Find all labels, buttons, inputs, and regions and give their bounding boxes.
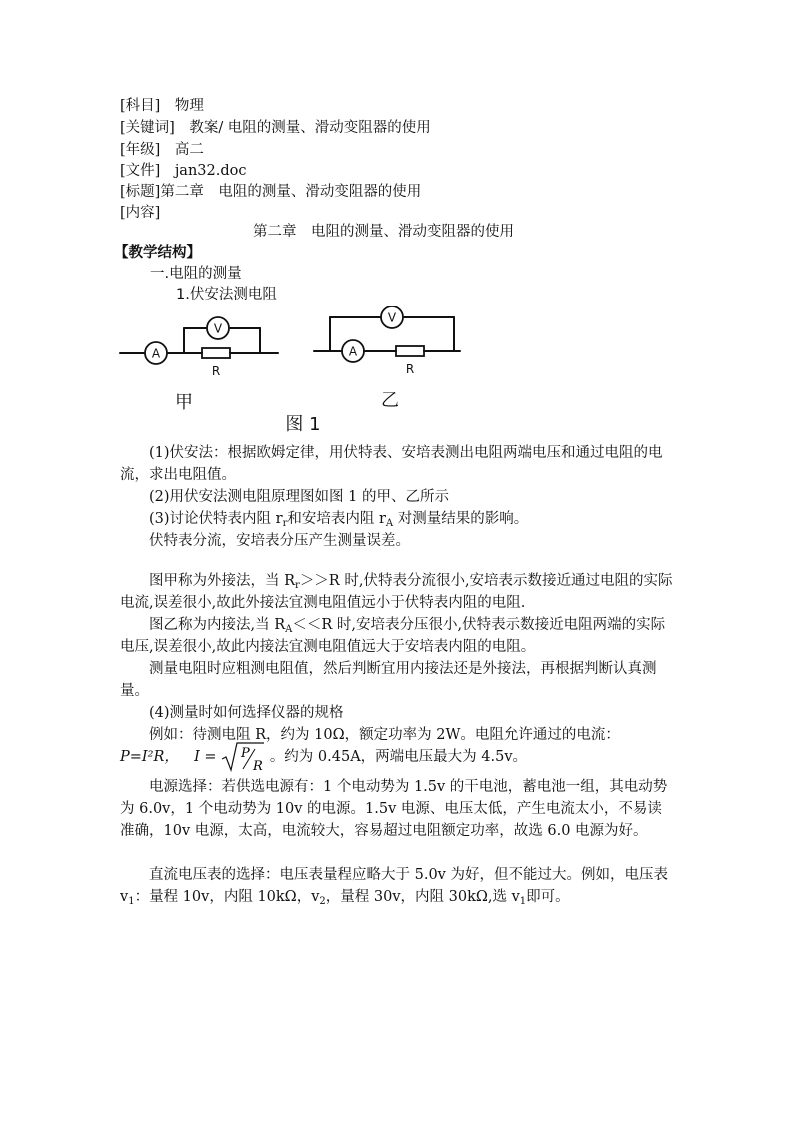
figure-label-yi: 乙	[381, 390, 399, 411]
formula-p: P	[241, 746, 250, 761]
paragraph-8: (4)测量时如何选择仪器的规格	[149, 705, 344, 721]
meta-grade: [年级] 高二	[120, 142, 204, 158]
heading-voltammeter-method: 1.伏安法测电阻	[176, 287, 277, 303]
paragraph-9: 例如：待测电阻 R，约为 10Ω，额定功率为 2W。电阻允许通过的电流：	[149, 727, 620, 743]
paragraph-6: 图乙称为内接法,当 $R_A<<R$ 时,安培表分压很小,伏特表示数接近电阻两端的实际电压,误差很小,故此内接法宜测电阻值远大于安培表内阻的电阻。	[120, 617, 666, 655]
voltmeter-label-right: V	[387, 310, 397, 325]
paragraph-3: (3)讨论伏特表内阻 $r_r$和安培表内阻 $r_A$ 对测量结果的影响。	[149, 511, 529, 529]
circuit-figure	[118, 306, 478, 438]
figure-caption: 图 1	[285, 414, 321, 435]
paragraph-7: 测量电阻时应粗测电阻值，然后判断宜用内接法还是外接法，再根据判断认真测量。	[120, 661, 657, 699]
voltmeter-label-left: V	[213, 321, 223, 336]
paragraph-2: (2)用伏安法测电阻原理图如图 1 的甲、乙所示	[149, 489, 449, 505]
meta-subject: [科目] 物理	[120, 98, 204, 114]
meta-file: [文件] jan32.doc	[120, 163, 247, 179]
paragraph-4: 伏特表分流，安培表分压产生测量误差。	[149, 533, 410, 549]
ammeter-label-right: A	[348, 344, 358, 359]
paragraph-5: 图甲称为外接法，当 $R_r>>R$ 时,伏特表分流很小,安培表示数接近通过电阻的实际电流,误差很小,故此外接法宜测电阻值远小于伏特表内阻的电阻.	[120, 573, 673, 611]
resistor-label-right: R	[405, 362, 415, 376]
resistor-label-left: R	[211, 364, 221, 378]
figure-label-jia: 甲	[175, 392, 193, 413]
formula-r: R	[253, 759, 263, 773]
paragraph-power-supply: 电源选择：若供选电源有：1 个电动势为 1.5v 的干电池，蓄电池一组，其电动势为 6.0v，1 个电动势为 10v 的电源。1.5v 电源、电压太低，产生电流太小，不易读准确，10v 电源，太高，电流较大，容易超过电阻额定功率，故选 6.0 电源为好。	[120, 779, 668, 839]
paragraph-1: (1)伏安法：根据欧姆定律，用伏特表、安培表测出电阻两端电压和通过电阻的电流，求出电阻值。	[120, 445, 663, 483]
meta-content: [内容]	[120, 205, 161, 221]
paragraph-voltmeter: 直流电压表的选择：电压表量程应略大于 5.0v 为好，但不能过大。例如，电压表 $v_1$：量程 10v，内阻 10kΩ，$v_2$，量程 30v，内阻 30kΩ,选 $v_1$即可。	[120, 867, 668, 907]
ammeter-label-left: A	[151, 346, 161, 361]
meta-title: [标题]第二章 电阻的测量、滑动变阻器的使用	[120, 184, 422, 200]
heading-resistance-measurement: 一.电阻的测量	[150, 266, 242, 282]
sqrt-formula	[221, 741, 265, 773]
paragraph-formula: P=I²R， I = P R 。约为 0.45A，两端电压最大为 4.5v。	[120, 740, 676, 774]
meta-keywords: [关键词] 教案/ 电阻的测量、滑动变阻器的使用	[120, 120, 431, 136]
chapter-title: 第二章 电阻的测量、滑动变阻器的使用	[253, 224, 514, 240]
section-header: 【教学结构】	[114, 245, 201, 261]
